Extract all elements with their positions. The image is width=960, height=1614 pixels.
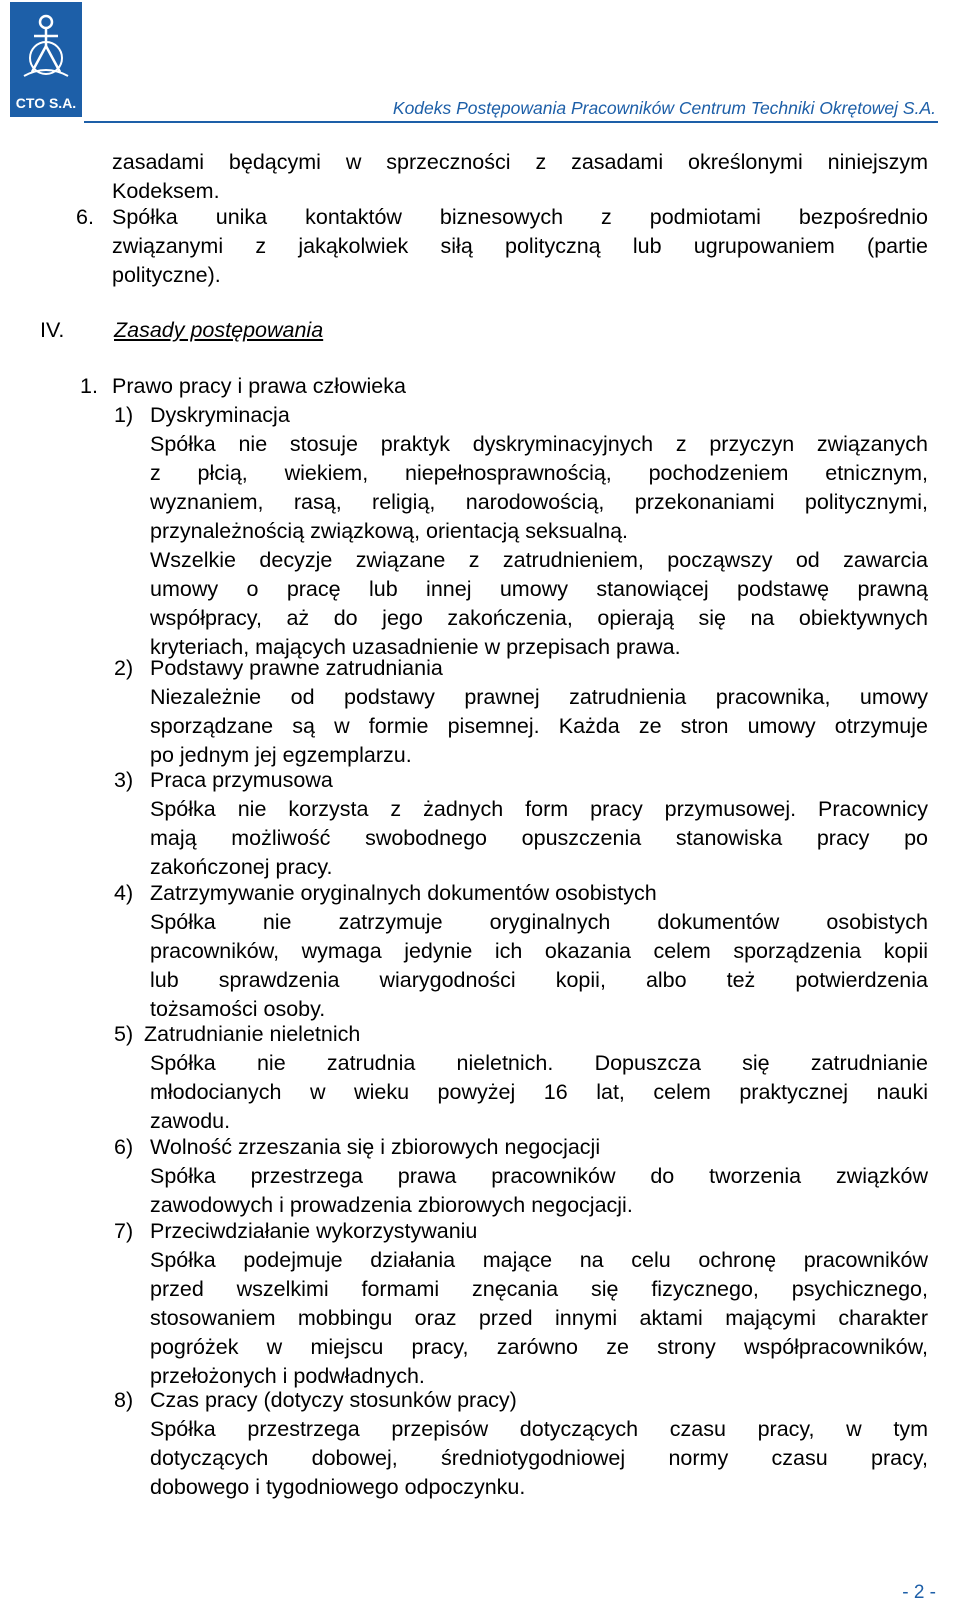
section-number: IV.	[40, 318, 65, 342]
subpoint-3-text	[150, 795, 928, 882]
text-line: młodocianych w wieku powyżej 16 lat, celem praktycznej nauki	[150, 1080, 928, 1104]
subpoint-2-text	[150, 683, 928, 770]
text-line: wyznaniem, rasą, religią, narodowością, przekonaniami politycznymi,	[150, 490, 928, 514]
text-line: Spółka nie stosuje praktyk dyskryminacyjnych z przyczyn związanych	[150, 432, 928, 456]
text-line: dotyczących dobowej, średniotygodniowej normy czasu pracy,	[150, 1446, 928, 1470]
text-line: Spółka nie zatrudnia nieletnich. Dopuszcza się zatrudnianie	[150, 1051, 928, 1075]
logo-emblem-icon	[10, 2, 82, 92]
logo-text: CTO S.A.	[15, 95, 77, 111]
document-header-title: Kodeks Postępowania Pracowników Centrum Techniki Okrętowej S.A.	[392, 98, 936, 118]
text-line: zasadami będącymi w sprzeczności z zasadami określonymi niniejszym	[112, 150, 928, 174]
text-line: Niezależnie od podstawy prawnej zatrudnienia pracownika, umowy	[150, 685, 928, 709]
subpoint-title: Praca przymusowa	[150, 768, 333, 792]
text-line: Spółka nie zatrzymuje oryginalnych dokumentów osobistych	[150, 910, 928, 934]
item-6-paragraph	[112, 203, 928, 290]
subpoint-number: 3)	[114, 768, 134, 792]
subpoint-number: 5)	[114, 1022, 134, 1046]
text-line: przynależnością związkową, orientacją seksualną.	[150, 519, 629, 543]
text-line: stosowaniem mobbingu oraz przed innymi aktami mającymi charakter	[150, 1306, 928, 1330]
text-line: tożsamości osoby.	[150, 997, 326, 1021]
subpoint-7-text	[150, 1246, 928, 1391]
subpoint-title: Czas pracy (dotyczy stosunków pracy)	[150, 1388, 517, 1412]
subpoint-title: Przeciwdziałanie wykorzystywaniu	[150, 1219, 478, 1243]
text-line: przełożonych i podwładnych.	[150, 1364, 425, 1388]
text-line: zawodowych i prowadzenia zbiorowych negocjacji.	[150, 1193, 633, 1217]
subpoint-8-text	[150, 1415, 928, 1502]
text-line: po jednym jej egzemplarzu.	[150, 743, 412, 767]
text-line: zawodu.	[150, 1109, 231, 1133]
subpoint-number: 6)	[114, 1135, 134, 1159]
text-line: dobowego i tygodniowego odpoczynku.	[150, 1475, 526, 1499]
text-line: kryteriach, mających uzasadnienie w przepisach prawa.	[150, 635, 681, 659]
header-divider	[84, 121, 938, 123]
subpoint-title: Wolność zrzeszania się i zbiorowych negocjacji	[150, 1135, 601, 1159]
text-line: polityczne).	[112, 263, 221, 287]
text-line: umowy o pracę lub innej umowy stanowiącej podstawę prawną	[150, 577, 928, 601]
page-number: - 2 -	[902, 1582, 936, 1603]
text-line: przed wszelkimi formami znęcania się fizycznego, psychicznego,	[150, 1277, 928, 1301]
text-line: Wszelkie decyzje związane z zatrudnieniem, począwszy od zawarcia	[150, 548, 928, 572]
text-line: zakończonej pracy.	[150, 855, 333, 879]
text-line: Spółka nie korzysta z żadnych form pracy przymusowej. Pracownicy	[150, 797, 928, 821]
text-line: sporządzane są w formie pisemnej. Każda ze stron umowy otrzymuje	[150, 714, 928, 738]
text-line: Spółka podejmuje działania mające na celu ochronę pracowników	[150, 1248, 928, 1272]
text-line: Spółka przestrzega prawa pracowników do tworzenia związków	[150, 1164, 928, 1188]
subpoint-title: Podstawy prawne zatrudniania	[150, 656, 443, 680]
text-line: mają możliwość swobodnego opuszczenia stanowiska pracy po	[150, 826, 928, 850]
section-heading: Zasady postępowania	[114, 318, 324, 342]
point-title: Prawo pracy i prawa człowieka	[112, 374, 406, 398]
point-number: 1.	[80, 374, 98, 398]
list-number: 6.	[76, 205, 94, 229]
text-line: Kodeksem.	[112, 179, 220, 203]
company-logo	[10, 2, 82, 117]
text-line: Spółka unika kontaktów biznesowych z podmiotami bezpośrednio	[112, 205, 928, 229]
subpoint-title: Zatrzymywanie oryginalnych dokumentów osobistych	[150, 881, 657, 905]
subpoint-number: 7)	[114, 1219, 134, 1243]
subpoint-number: 2)	[114, 656, 134, 680]
text-line: związanymi z jakąkolwiek siłą polityczną lub ugrupowaniem (partie	[112, 234, 928, 258]
subpoint-number: 1)	[114, 403, 134, 427]
text-line: pogróżek w miejscu pracy, zarówno ze strony współpracowników,	[150, 1335, 928, 1359]
text-line: pracowników, wymaga jedynie ich okazania celem sporządzenia kopii	[150, 939, 928, 963]
subpoint-number: 8)	[114, 1388, 134, 1412]
subpoint-5-text	[150, 1049, 928, 1136]
subpoint-6-text	[150, 1162, 928, 1220]
text-line: Spółka przestrzega przepisów dotyczących czasu pracy, w tym	[150, 1417, 928, 1441]
text-line: z płcią, wiekiem, niepełnosprawnością, pochodzeniem etnicznym,	[150, 461, 928, 485]
subpoint-title: Dyskryminacja	[150, 403, 290, 427]
text-line: lub sprawdzenia wiarygodności kopii, albo też potwierdzenia	[150, 968, 928, 992]
intro-paragraph	[112, 148, 928, 206]
subpoint-4-text	[150, 908, 928, 1024]
subpoint-title: Zatrudnianie nieletnich	[144, 1022, 361, 1046]
subpoint-1-text	[150, 430, 928, 662]
subpoint-number: 4)	[114, 881, 134, 905]
text-line: współpracy, aż do jego zakończenia, opierają się na obiektywnych	[150, 606, 928, 630]
